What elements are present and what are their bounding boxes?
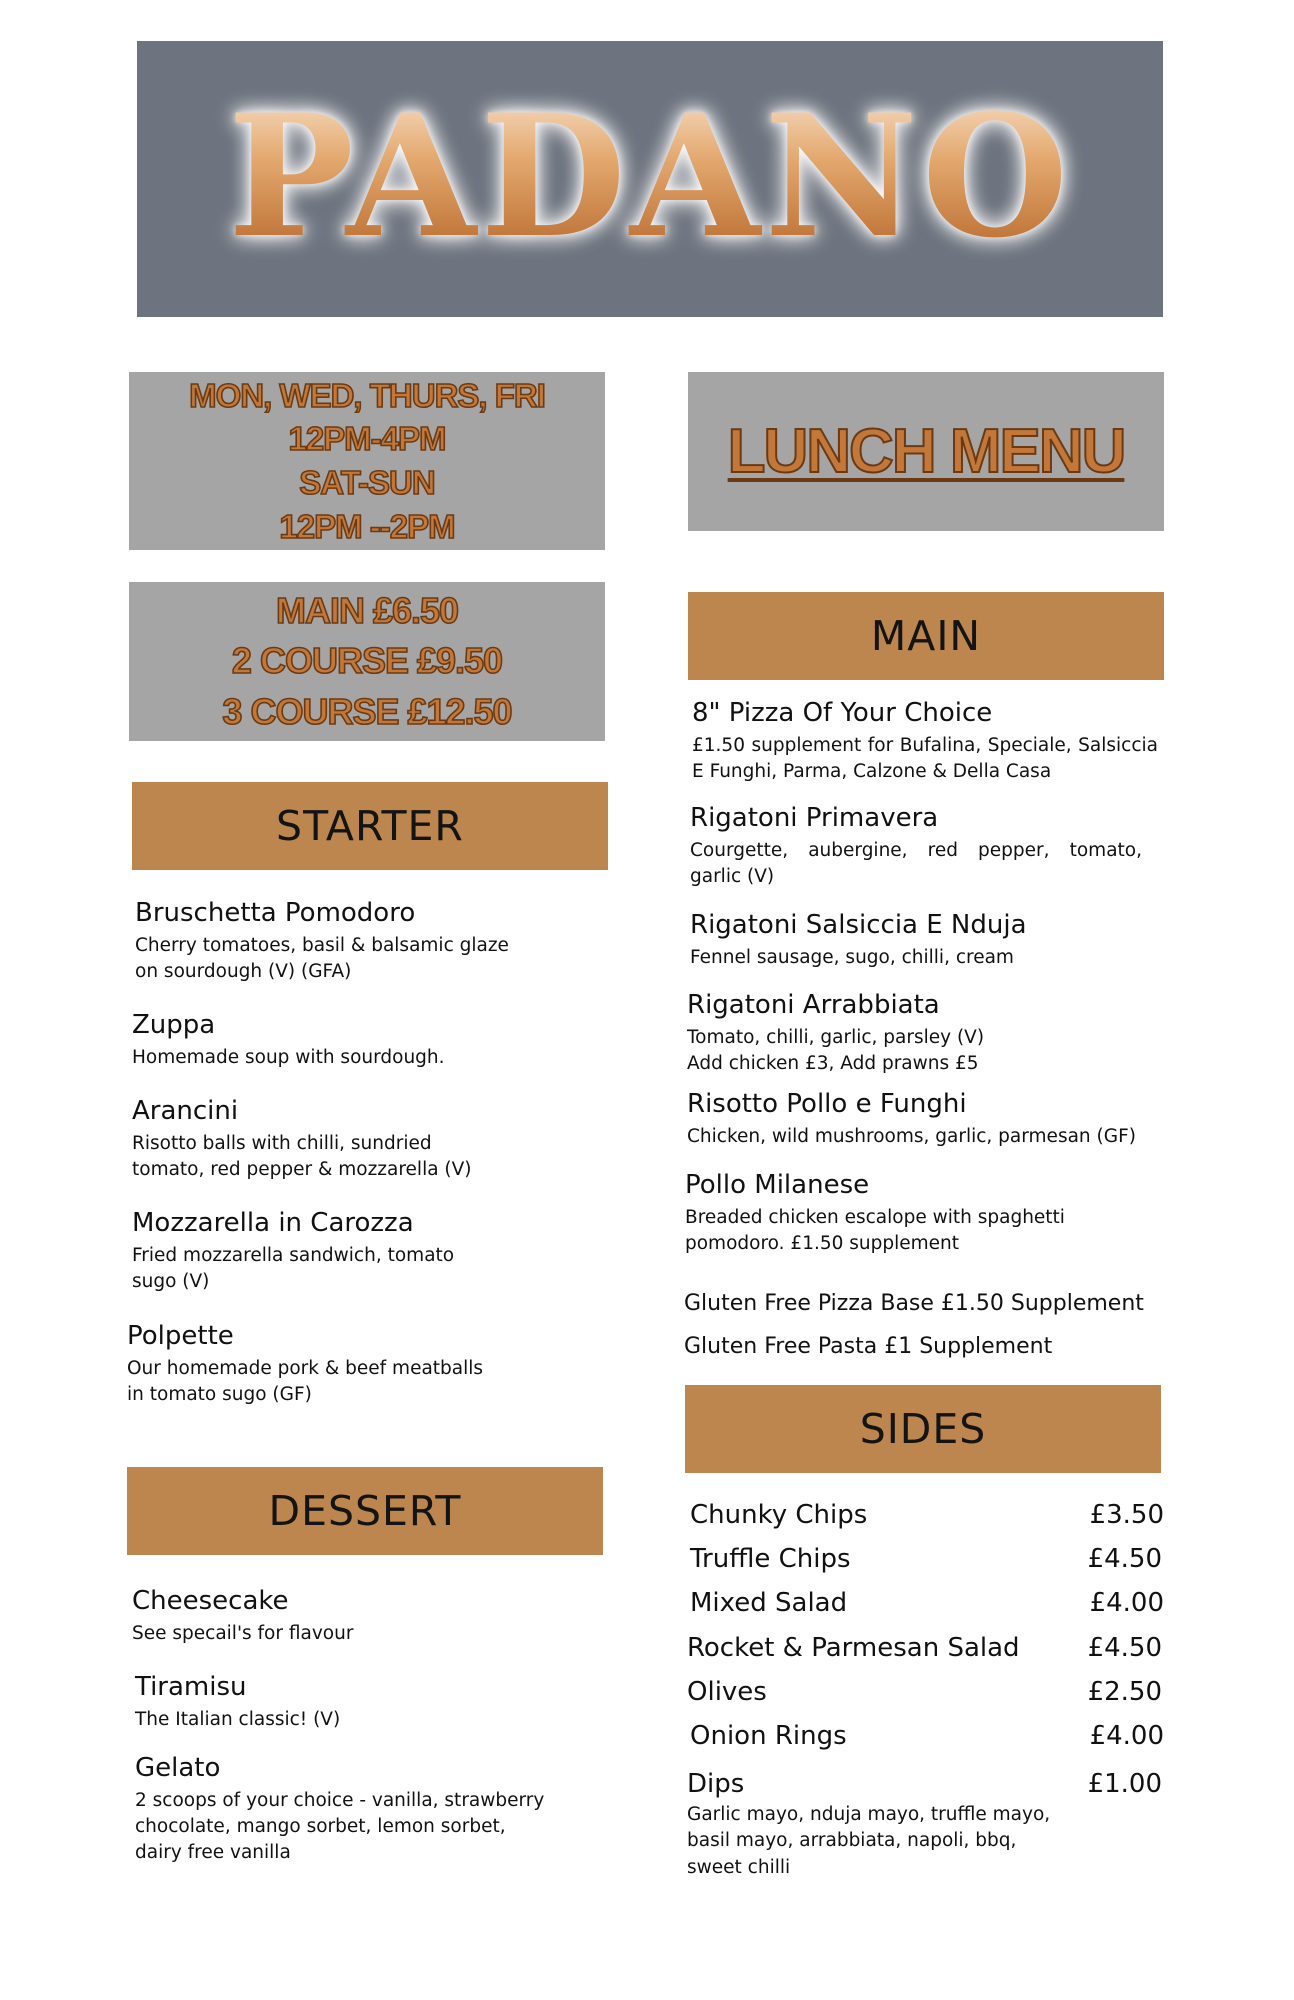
item-desc: Breaded chicken escalope with spaghetti [685, 1206, 1065, 1228]
side-name: Mixed Salad [690, 1588, 848, 1618]
item-desc: Homemade soup with sourdough. [132, 1046, 445, 1068]
side-name: Olives [687, 1677, 767, 1707]
hours-line: 12PM --2PM [279, 507, 455, 545]
side-price: £4.50 [1087, 1544, 1162, 1574]
item-name: Pollo Milanese [685, 1170, 870, 1200]
lunch-menu-title: LUNCH MENU [727, 416, 1125, 486]
course-prices-box [129, 582, 605, 741]
menu-item [690, 802, 1142, 890]
item-desc: chocolate, mango sorbet, lemon sorbet, [135, 1815, 506, 1837]
item-name: Rigatoni Primavera [690, 803, 939, 833]
item-desc: The Italian classic! (V) [135, 1708, 341, 1730]
side-price: £4.00 [1089, 1721, 1164, 1751]
item-desc: Our homemade pork & beef meatballs [127, 1357, 484, 1379]
menu-item [132, 1095, 602, 1183]
item-desc: Courgette, aubergine, red pepper, tomato, garlic (V) [690, 839, 1142, 887]
item-desc: Cherry tomatoes, basil & balsamic glaze [135, 934, 509, 956]
item-desc: pomodoro. £1.50 supplement [685, 1232, 960, 1254]
side-name: Onion Rings [690, 1721, 847, 1751]
menu-item [132, 1585, 602, 1647]
item-name: Rigatoni Salsiccia E Nduja [690, 910, 1027, 940]
item-name: Risotto Pollo e Funghi [687, 1089, 967, 1119]
opening-hours-box [129, 372, 605, 550]
item-desc: Fennel sausage, sugo, chilli, cream [690, 946, 1014, 968]
item-desc: £1.50 supplement for Bufalina, Speciale, Salsiccia E Funghi, Parma, Calzone & Della Casa [692, 734, 1158, 782]
item-desc: tomato, red pepper & mozzarella (V) [132, 1158, 472, 1180]
restaurant-logo: PADANO [227, 77, 1073, 275]
item-desc: Tomato, chilli, garlic, parsley (V) [687, 1026, 985, 1048]
side-desc: basil mayo, arrabbiata, napoli, bbq, [687, 1830, 1017, 1852]
item-name: Bruschetta Pomodoro [135, 898, 416, 928]
side-desc: sweet chilli [687, 1856, 791, 1878]
menu-item [687, 989, 1153, 1077]
price-line: MAIN £6.50 [275, 589, 459, 631]
side-price: £3.50 [1089, 1500, 1164, 1530]
hours-line: MON, WED, THURS, FRI [189, 376, 545, 414]
side-name: Chunky Chips [690, 1500, 868, 1530]
item-name: Gelato [135, 1753, 221, 1783]
menu-item [127, 1320, 597, 1408]
item-name: Tiramisu [135, 1672, 247, 1702]
side-price: £4.00 [1089, 1588, 1164, 1618]
item-name: Polpette [127, 1321, 234, 1351]
lunch-menu-box [688, 372, 1164, 531]
item-name: Arancini [132, 1096, 239, 1126]
item-name: Mozzarella in Carozza [132, 1208, 414, 1238]
side-name: Truffle Chips [690, 1544, 851, 1574]
item-name: Cheesecake [132, 1586, 289, 1616]
side-item-dips [687, 1769, 1067, 1881]
item-desc: See specail's for flavour [132, 1622, 354, 1644]
menu-item [132, 1009, 602, 1071]
item-desc: Risotto balls with chilli, sundried [132, 1132, 432, 1154]
side-name: Rocket & Parmesan Salad [687, 1633, 1020, 1663]
logo-banner [137, 41, 1163, 317]
side-price: £2.50 [1087, 1677, 1162, 1707]
item-desc: Fried mozzarella sandwich, tomato [132, 1244, 455, 1266]
item-name: Rigatoni Arrabbiata [687, 990, 940, 1020]
item-desc: Chicken, wild mushrooms, garlic, parmesan (GF) [687, 1125, 1136, 1147]
item-desc: Add chicken £3, Add prawns £5 [687, 1052, 979, 1074]
menu-item [135, 1671, 605, 1733]
sides-header: SIDES [685, 1385, 1161, 1473]
menu-item [135, 897, 605, 985]
dessert-header: DESSERT [127, 1467, 603, 1555]
item-desc: 2 scoops of your choice - vanilla, strawberry [135, 1789, 545, 1811]
menu-item [687, 1088, 1167, 1150]
side-price: £4.50 [1087, 1633, 1162, 1663]
item-desc: sugo (V) [132, 1270, 210, 1292]
hours-line: SAT-SUN [299, 464, 435, 501]
gluten-free-note: Gluten Free Pasta £1 Supplement [684, 1334, 1053, 1359]
item-desc: in tomato sugo (GF) [127, 1383, 312, 1405]
menu-item [690, 909, 1156, 971]
side-name: Dips [687, 1769, 745, 1799]
menu-item [135, 1752, 625, 1866]
side-price: £1.00 [1087, 1769, 1162, 1799]
gluten-free-note: Gluten Free Pizza Base £1.50 Supplement [684, 1291, 1144, 1316]
item-name: 8" Pizza Of Your Choice [692, 698, 993, 728]
starter-header: STARTER [132, 782, 608, 870]
price-line: 2 COURSE £9.50 [231, 640, 503, 682]
item-name: Zuppa [132, 1010, 216, 1040]
item-desc: on sourdough (V) (GFA) [135, 960, 352, 982]
hours-line: 12PM-4PM [288, 420, 446, 458]
price-line: 3 COURSE £12.50 [222, 690, 512, 732]
side-desc: Garlic mayo, nduja mayo, truffle mayo, [687, 1804, 1051, 1825]
item-desc: dairy free vanilla [135, 1842, 291, 1864]
main-header: MAIN [688, 592, 1164, 680]
menu-item [685, 1169, 1165, 1257]
menu-item [132, 1207, 602, 1295]
menu-item [692, 697, 1158, 785]
